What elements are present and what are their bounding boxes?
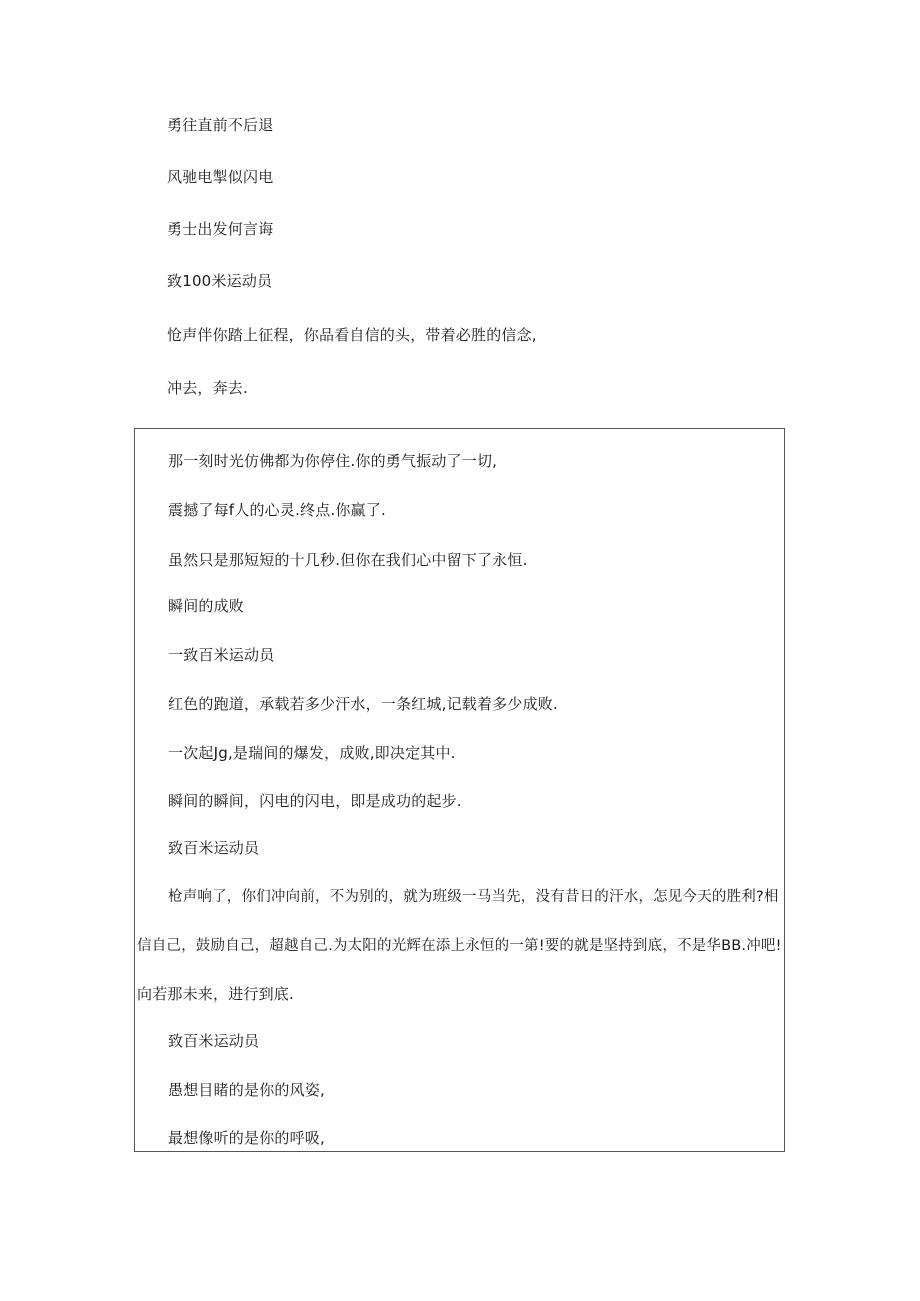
text-line: 最想像听的是你的呼吸, — [168, 1129, 325, 1147]
text-line: 愚想目睹的是你的风姿, — [168, 1081, 325, 1099]
text-line: 虽然只是那短短的十几秒.但你在我们心中留下了永恒. — [168, 551, 528, 569]
text-line: 致100米运动员 — [167, 272, 273, 290]
text-line: 一致百米运动员 — [168, 646, 275, 664]
text-line: 勇士出发何言诲 — [167, 220, 274, 238]
text-line: 瞬间的成败 — [168, 597, 245, 615]
text-line: 风驰电掣似闪电 — [167, 168, 274, 186]
text-line: 冲去，奔去. — [167, 379, 248, 397]
text-line: 红色的跑道，承载若多少汗水，一条红城,记载着多少成败. — [168, 695, 558, 713]
text-line: 致百米运动员 — [168, 839, 260, 857]
text-line: 瞬间的瞬间，闪电的闪电，即是成功的起步. — [168, 792, 462, 810]
text-line: 震撼了每f人的心灵.终点.你赢了. — [168, 501, 386, 519]
text-line: 一次起Jg,是瑞间的爆发，成败,即决定其中. — [168, 744, 456, 762]
text-line: 致百米运动员 — [168, 1032, 260, 1050]
text-line: 枪声响了，你们冲向前，不为别的，就为班级一马当先，没有昔日的汗水，怎见今天的胜利?相 — [168, 889, 779, 905]
text-line: 那一刻时光仿佛都为你停住.你的勇气振动了一切, — [168, 452, 498, 470]
bordered-text-box — [134, 428, 785, 1152]
text-line: 向若那未来，进行到底. — [137, 985, 294, 1003]
text-line: 勇往直前不后退 — [167, 116, 274, 134]
text-line: 信自己，鼓励自己，超越自己.为太阳的光辉在添上永恒的一第!要的就是坚持到底，不是华BB.冲吧! — [137, 938, 782, 954]
text-line: 怆声伴你踏上征程，你品看自信的头，带着必胜的信念, — [167, 326, 537, 344]
